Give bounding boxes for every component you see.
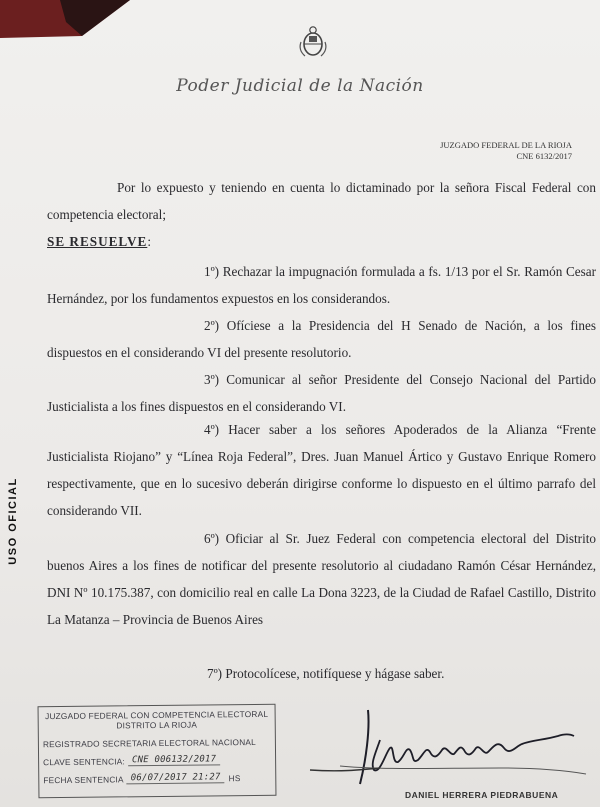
intro-paragraph — [47, 174, 596, 228]
stamp-fecha-row — [39, 772, 275, 785]
official-use-label — [6, 462, 20, 582]
resolve-text: SE RESUELVE — [47, 234, 148, 249]
item-3: 3º) Comunicar al señor Presidente del Consejo Nacional del Partido Justicialista a los fines dispuestos en el considerando VI. — [47, 372, 596, 414]
stamp-clave-value: CNE 006132/2017 — [128, 754, 220, 766]
resolution-item — [47, 258, 596, 312]
registration-stamp — [38, 704, 277, 798]
stamp-clave-row — [39, 754, 275, 767]
official-use-text: USO OFICIAL — [7, 477, 19, 565]
court-header — [440, 140, 572, 162]
resolution-item — [47, 366, 596, 420]
stamp-fecha-label: FECHA SENTENCIA — [43, 774, 124, 786]
resolve-colon: : — [147, 234, 151, 249]
handwritten-signature — [300, 700, 590, 790]
court-name: JUZGADO FEDERAL DE LA RIOJA — [440, 140, 572, 150]
stamp-registry: REGISTRADO SECRETARIA ELECTORAL NACIONAL — [42, 736, 256, 750]
item-4: 4º) Hacer saber a los señores Apoderados de la Alianza “Frente Justicialista Riojano” y “Línea Roja Federal”, Dres. Juan Manuel Ártico y Gustavo Enrique Romero respectivamente, que en lo sucesivo deberán dirigirse conforme lo dispuesto en el último parrafo del considerando VII. — [47, 422, 596, 518]
item-2: 2º) Ofíciese a la Presidencia del H Senado de Nación, a los fines dispuestos en el considerando VI del presente resolutorio. — [47, 318, 596, 360]
stamp-court: JUZGADO FEDERAL CON COMPETENCIA ELECTORAL — [45, 708, 269, 722]
resolution-item — [47, 312, 596, 366]
resolution-item — [47, 525, 596, 633]
page-title: Poder Judicial de la Nación — [176, 76, 424, 96]
signer-name: DANIEL HERRERA PIEDRABUENA — [405, 790, 559, 800]
item-1: 1º) Rechazar la impugnación formulada a fs. 1/13 por el Sr. Ramón Cesar Hernández, por los fundamentos expuestos en los considerandos. — [47, 264, 596, 306]
resolution-item — [47, 416, 596, 524]
stamp-district: DISTRITO LA RIOJA — [116, 719, 198, 731]
item-6: 6º) Oficiar al Sr. Juez Federal con competencia electoral del Distrito buenos Aires a los fines de notificar del presente resolutorio al ciudadano Ramón César Hernández, DNI Nº 10.175.387, con domicilio real en calle La Dona 3223, de la Ciudad de Rafael Castillo, Distrito La Matanza – Provincia de Buenos Aires — [47, 531, 596, 627]
resolve-heading — [47, 228, 596, 255]
stamp-fecha-suffix: HS — [228, 773, 241, 784]
intro-text: Por lo expuesto y teniendo en cuenta lo dictaminado por la señora Fiscal Federal con competencia electoral; — [47, 180, 596, 222]
national-coat-of-arms-icon — [296, 24, 330, 60]
stamp-clave-label: CLAVE SENTENCIA: — [43, 756, 126, 768]
stamp-fecha-value: 06/07/2017 21:27 — [127, 772, 225, 784]
dark-corner-shadow — [0, 0, 130, 40]
case-number: CNE 6132/2017 — [516, 151, 572, 161]
closing-line: 7º) Protocolícese, notifíquese y hágase saber. — [207, 666, 445, 681]
